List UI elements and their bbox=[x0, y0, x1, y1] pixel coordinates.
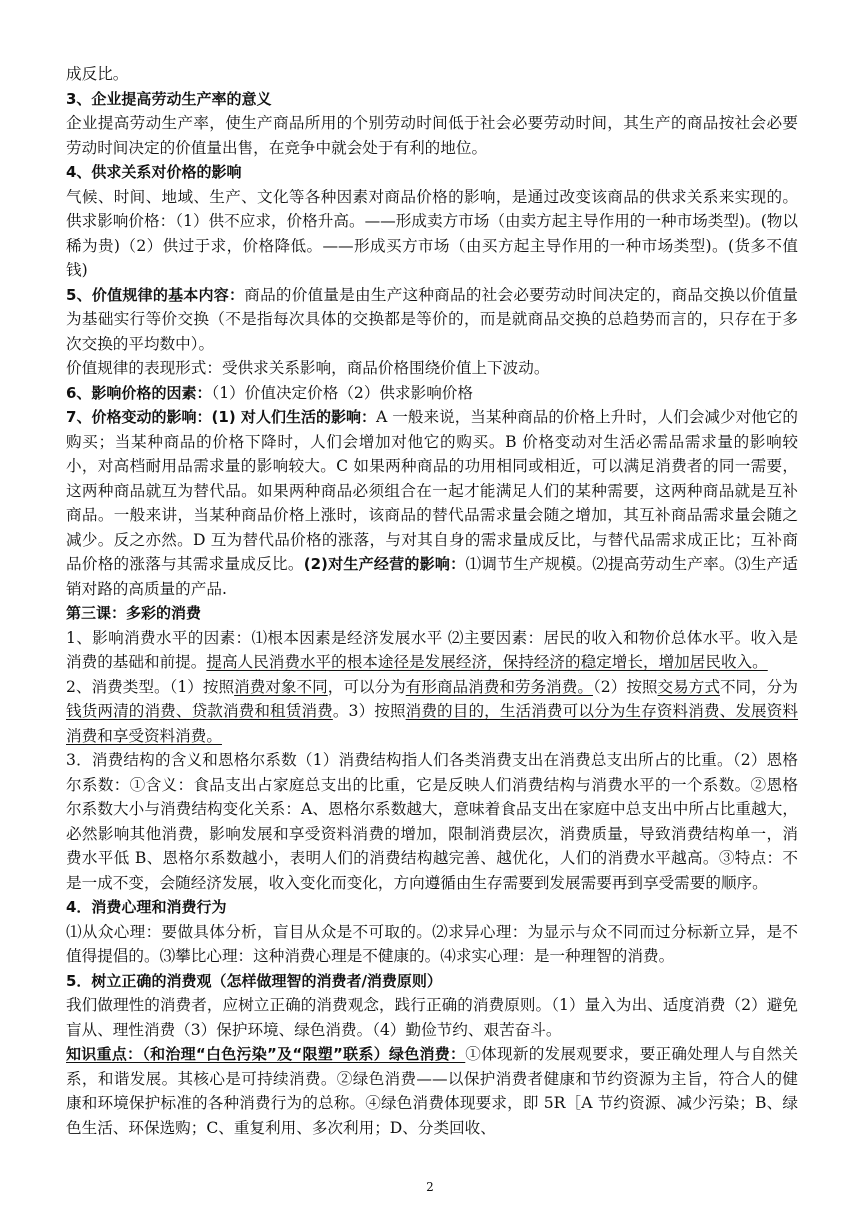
paragraph bbox=[66, 626, 798, 675]
inline-heading: 7、价格变动的影响：(1) 对人们生活的影响： bbox=[66, 408, 377, 426]
paragraph-text: 1、影响消费水平的因素：⑴根本因素是经济发展水平 ⑵主要因素：居民的收入和物价总体水平。收入是消费的基础和前提。 bbox=[66, 628, 798, 671]
paragraph-text: （1）价值决定价格（2）供求影响价格 bbox=[211, 383, 473, 402]
section-heading: 5．树立正确的消费观（怎样做理智的消费者/消费原则） bbox=[66, 971, 442, 990]
paragraph bbox=[66, 1042, 798, 1140]
paragraph-text: 。3）按照 bbox=[332, 702, 406, 720]
paragraph: 企业提高劳动生产率，使生产商品所用的个别劳动时间低于社会必要劳动时间，其生产的商品按社会必要劳动时间决定的价值量出售，在竞争中就会处于有利的地位。 bbox=[66, 114, 798, 157]
paragraph bbox=[66, 283, 798, 357]
paragraph-text: ①体现新的发展观要求，要正确处理人与自然关系，和谐发展。其核心是可持续消费。②绿色消费——以保护消费者健康和节约资源为主旨，符合人的健康和环境保护标准的各种消费行为的总称。④绿色消费体现要求，即 5R［A 节约资源、减少污染；B、绿色生活、环保选购；C、重复利用、多次利用；D、分类回收、 bbox=[66, 1045, 798, 1137]
paragraph: ⑴从众心理：要做具体分析，盲目从众是不可取的。⑵求异心理：为显示与众不同而过分标新立异，是不值得提倡的。⑶攀比心理：这种消费心理是不健康的。⑷求实心理：是一种理智的消费。 bbox=[66, 922, 798, 965]
paragraph: 价值规律的表现形式：受供求关系影响，商品价格围绕价值上下波动。 bbox=[66, 359, 550, 377]
paragraph: 3．消费结构的含义和恩格尔系数（1）消费结构指人们各类消费支出在消费总支出所占的比重。（2）恩格尔系数：①含义：食品支出占家庭总支出的比重，它是反映人们消费结构与消费水平的一个系数。②恩格尔系数大小与消费结构变化关系：A、恩格尔系数越大，意味着食品支出在家庭中总支出中所占比重越大，必然影响其他消费，影响发展和享受资料消费的增加，限制消费层次，消费质量，导致消费结构单一，消费水平低 B、恩格尔系数越小，表明人们的消费结构越完善、越优化，人们的消费水平越高。③特点：不是一成不变，会随经济发展，收入变化而变化，方向遵循由生存需要到发展需要再到享受需要的顺序。 bbox=[66, 751, 798, 892]
document-page bbox=[66, 62, 798, 1140]
paragraph bbox=[66, 675, 798, 749]
section-heading: 3、企业提高劳动生产率的意义 bbox=[66, 89, 272, 108]
underlined-text: 消费的目的，生活消费可以分为生存资料消费、发展资料消费和享受资料消费。 bbox=[66, 702, 798, 745]
inline-heading: 6、影响价格的因素： bbox=[66, 383, 212, 402]
section-heading: 4、供求关系对价格的影响 bbox=[66, 163, 242, 181]
lesson-heading: 第三课：多彩的消费 bbox=[66, 604, 202, 622]
paragraph-text: 商品的价值量是由生产这种商品的社会必要劳动时间决定的，商品交换以价值量为基础实行等价交换（不是指每次具体的交换都是等价的，而是就商品交换的总趋势而言的，只存在于多次交换的平均数中）。 bbox=[66, 285, 798, 353]
paragraph-text: 不同，分为 bbox=[719, 677, 798, 696]
underlined-text: 消费对象不同 bbox=[234, 677, 328, 696]
underlined-text: 钱货两清的消费、贷款消费和租赁消费 bbox=[66, 702, 333, 720]
paragraph-text: （2）按照 bbox=[592, 677, 658, 696]
text-line: 成反比。 bbox=[66, 65, 129, 83]
paragraph bbox=[66, 405, 798, 601]
paragraph: 我们做理性的消费者，应树立正确的消费观念，践行正确的消费原则。（1）量入为出、适度消费（2）避免盲从、理性消费（3）保护环境、绿色消费。（4）勤俭节约、艰苦奋斗。 bbox=[66, 996, 798, 1039]
paragraph bbox=[66, 381, 798, 406]
key-point-heading: 知识重点：（和治理“白色污染”及“限塑”联系）绿色消费： bbox=[66, 1045, 466, 1063]
underlined-text: 有形商品消费和劳务消费。 bbox=[405, 677, 593, 696]
underlined-text: 提高人民消费水平的根本途径是发展经济，保持经济的稳定增长，增加居民收入。 bbox=[206, 653, 768, 671]
paragraph: 气候、时间、地域、生产、文化等各种因素对商品价格的影响，是通过改变该商品的供求关系来实现的。供求影响价格：（1）供不应求，价格升高。——形成卖方市场（由卖方起主导作用的一种市场类型)。(物以稀为贵)（2）供过于求，价格降低。——形成买方市场（由买方起主导作用的一种市场类型)。(货多不值钱) bbox=[66, 187, 798, 279]
page-number: 2 bbox=[426, 1180, 434, 1194]
paragraph-text: 2、消费类型。（1）按照 bbox=[66, 677, 235, 696]
inline-heading: (2)对生产经营的影响： bbox=[303, 555, 466, 573]
paragraph-text: ⑴调节生产规模。⑵提高劳动生产率。⑶生产适销对路的高质量的产品. bbox=[66, 555, 798, 598]
paragraph-text: ，可以分为 bbox=[327, 677, 406, 696]
paragraph-text: A 一般来说，当某种商品的价格上升时，人们会减少对他它的购买；当某种商品的价格下降时，人们会增加对他它的购买。B 价格变动对生活必需品需求量的影响较小，对高档耐用品需求量的影响较大。C 如果两种商品的功用相同或相近，可以满足消费者的同一需要，这两种商品就互为替代品。如果两种商品必须组合在一起才能满足人们的某种需要，这两种商品就是互补商品。一般来讲，当某种商品价格上涨时，该商品的替代品需求量会随之增加，其互补商品需求量会随之减少。反之亦然。D 互为替代品价格的涨落，与对其自身的需求量成反比，与替代品需求成正比；互补商品价格的涨落与其需求量成反比。 bbox=[66, 408, 799, 573]
section-heading: 4．消费心理和消费行为 bbox=[66, 898, 227, 916]
underlined-text: 交易方式 bbox=[657, 677, 720, 696]
inline-heading: 5、价值规律的基本内容： bbox=[66, 285, 245, 304]
